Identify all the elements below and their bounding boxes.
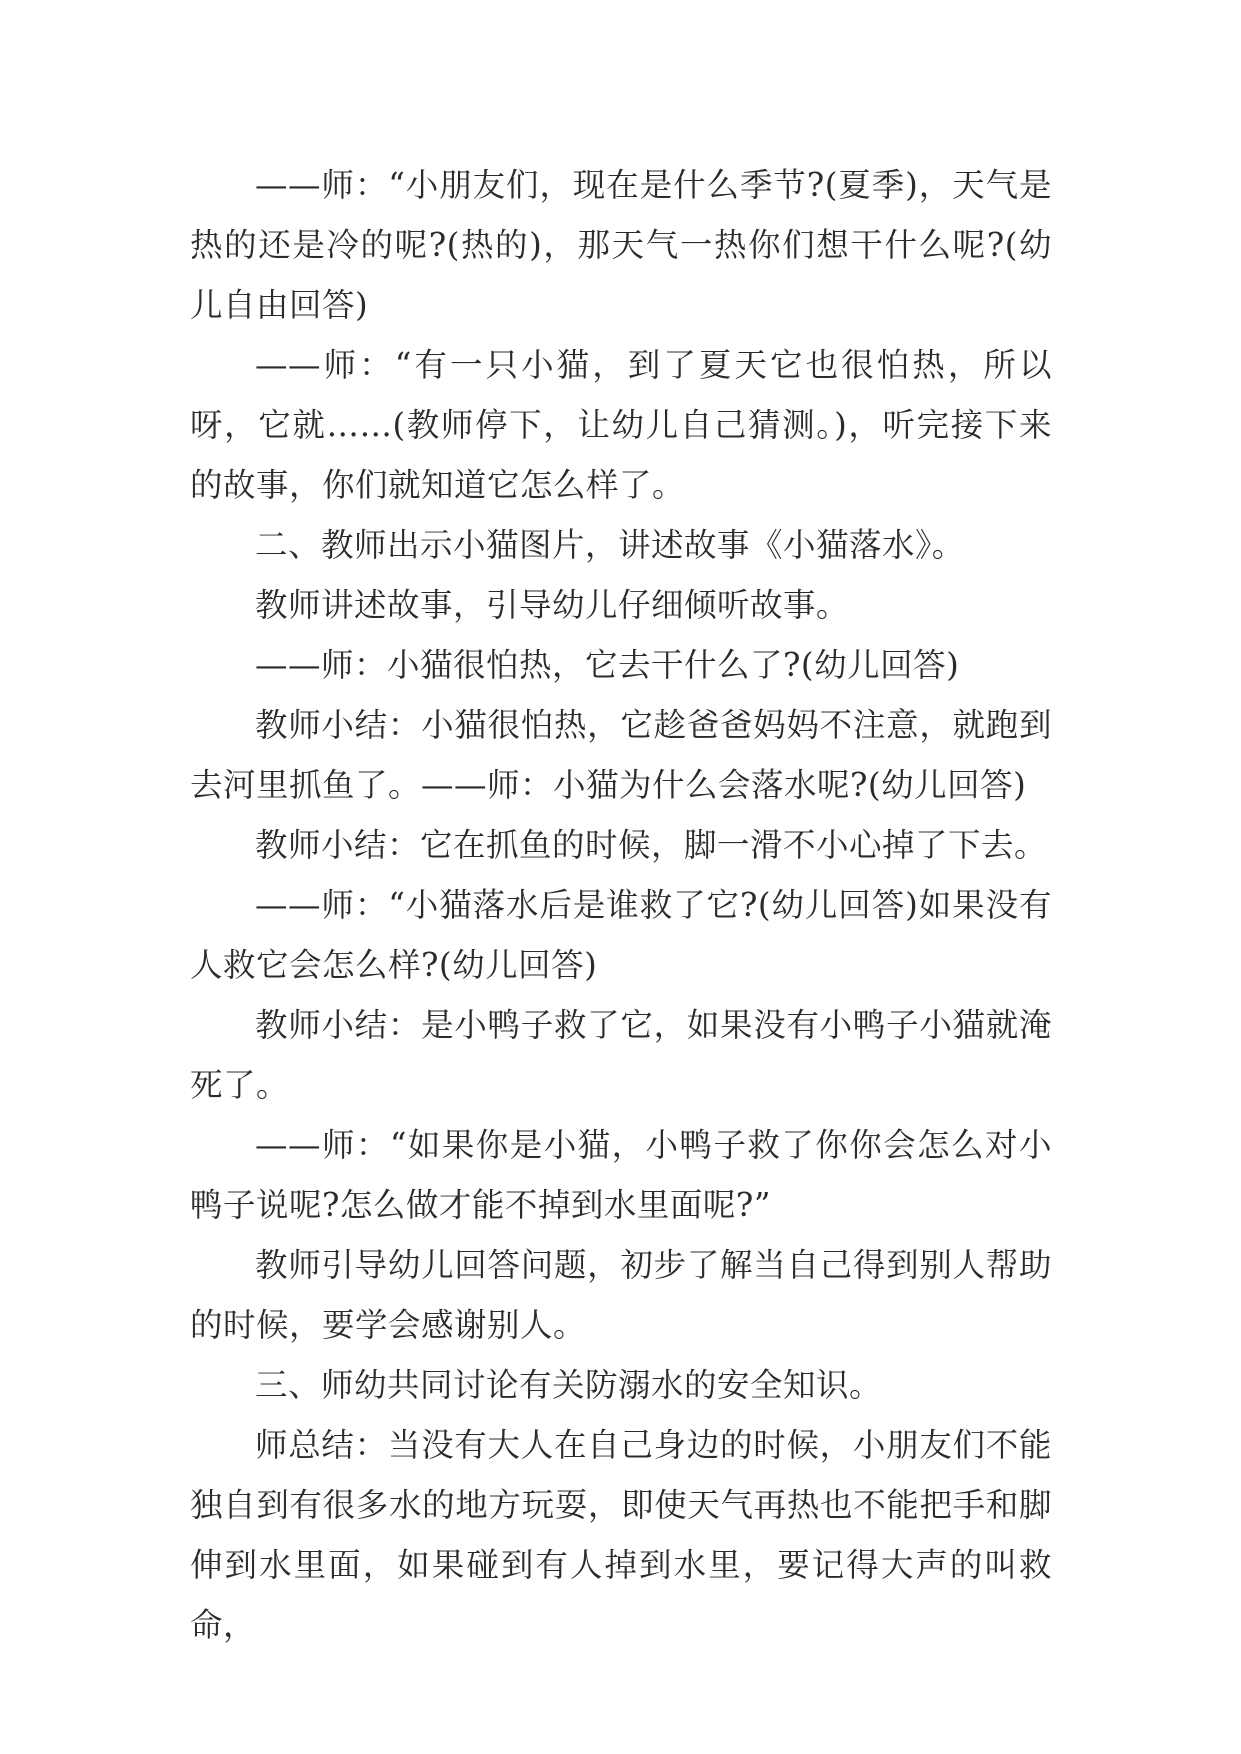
- paragraph: ——师：“小朋友们，现在是什么季节?(夏季)，天气是热的还是冷的呢?(热的)，那天气一热你们想干什么呢?(幼儿自由回答): [190, 166, 1052, 324]
- paragraph: ——师：“小猫落水后是谁救了它?(幼儿回答)如果没有人救它会怎么样?(幼儿回答): [190, 886, 1052, 984]
- paragraph: 教师小结：它在抓鱼的时候，脚一滑不小心掉了下去。: [255, 826, 1048, 864]
- section-heading: 三、师幼共同讨论有关防溺水的安全知识。: [255, 1366, 883, 1404]
- paragraph: ——师：“有一只小猫，到了夏天它也很怕热，所以呀，它就……(教师停下，让幼儿自己猜测。)，听完接下来的故事，你们就知道它怎么样了。: [190, 346, 1052, 504]
- paragraph: ——师：“如果你是小猫，小鸭子救了你你会怎么对小鸭子说呢?怎么做才能不掉到水里面呢?”: [190, 1126, 1052, 1224]
- paragraph: 教师讲述故事，引导幼儿仔细倾听故事。: [255, 586, 850, 624]
- section-heading: 二、教师出示小猫图片，讲述故事《小猫落水》。: [255, 526, 965, 564]
- paragraph: 教师小结：是小鸭子救了它，如果没有小鸭子小猫就淹死了。: [190, 1006, 1052, 1104]
- paragraph: 教师引导幼儿回答问题，初步了解当自己得到别人帮助的时候，要学会感谢别人。: [190, 1246, 1052, 1344]
- document-page: [190, 155, 1052, 1655]
- paragraph: 师总结：当没有大人在自己身边的时候，小朋友们不能独自到有很多水的地方玩耍，即使天气再热也不能把手和脚伸到水里面，如果碰到有人掉到水里，要记得大声的叫救命，: [190, 1426, 1052, 1644]
- paragraph: ——师：小猫很怕热，它去干什么了?(幼儿回答): [255, 646, 960, 684]
- paragraph: 教师小结：小猫很怕热，它趁爸爸妈妈不注意，就跑到去河里抓鱼了。——师：小猫为什么会落水呢?(幼儿回答): [190, 706, 1052, 804]
